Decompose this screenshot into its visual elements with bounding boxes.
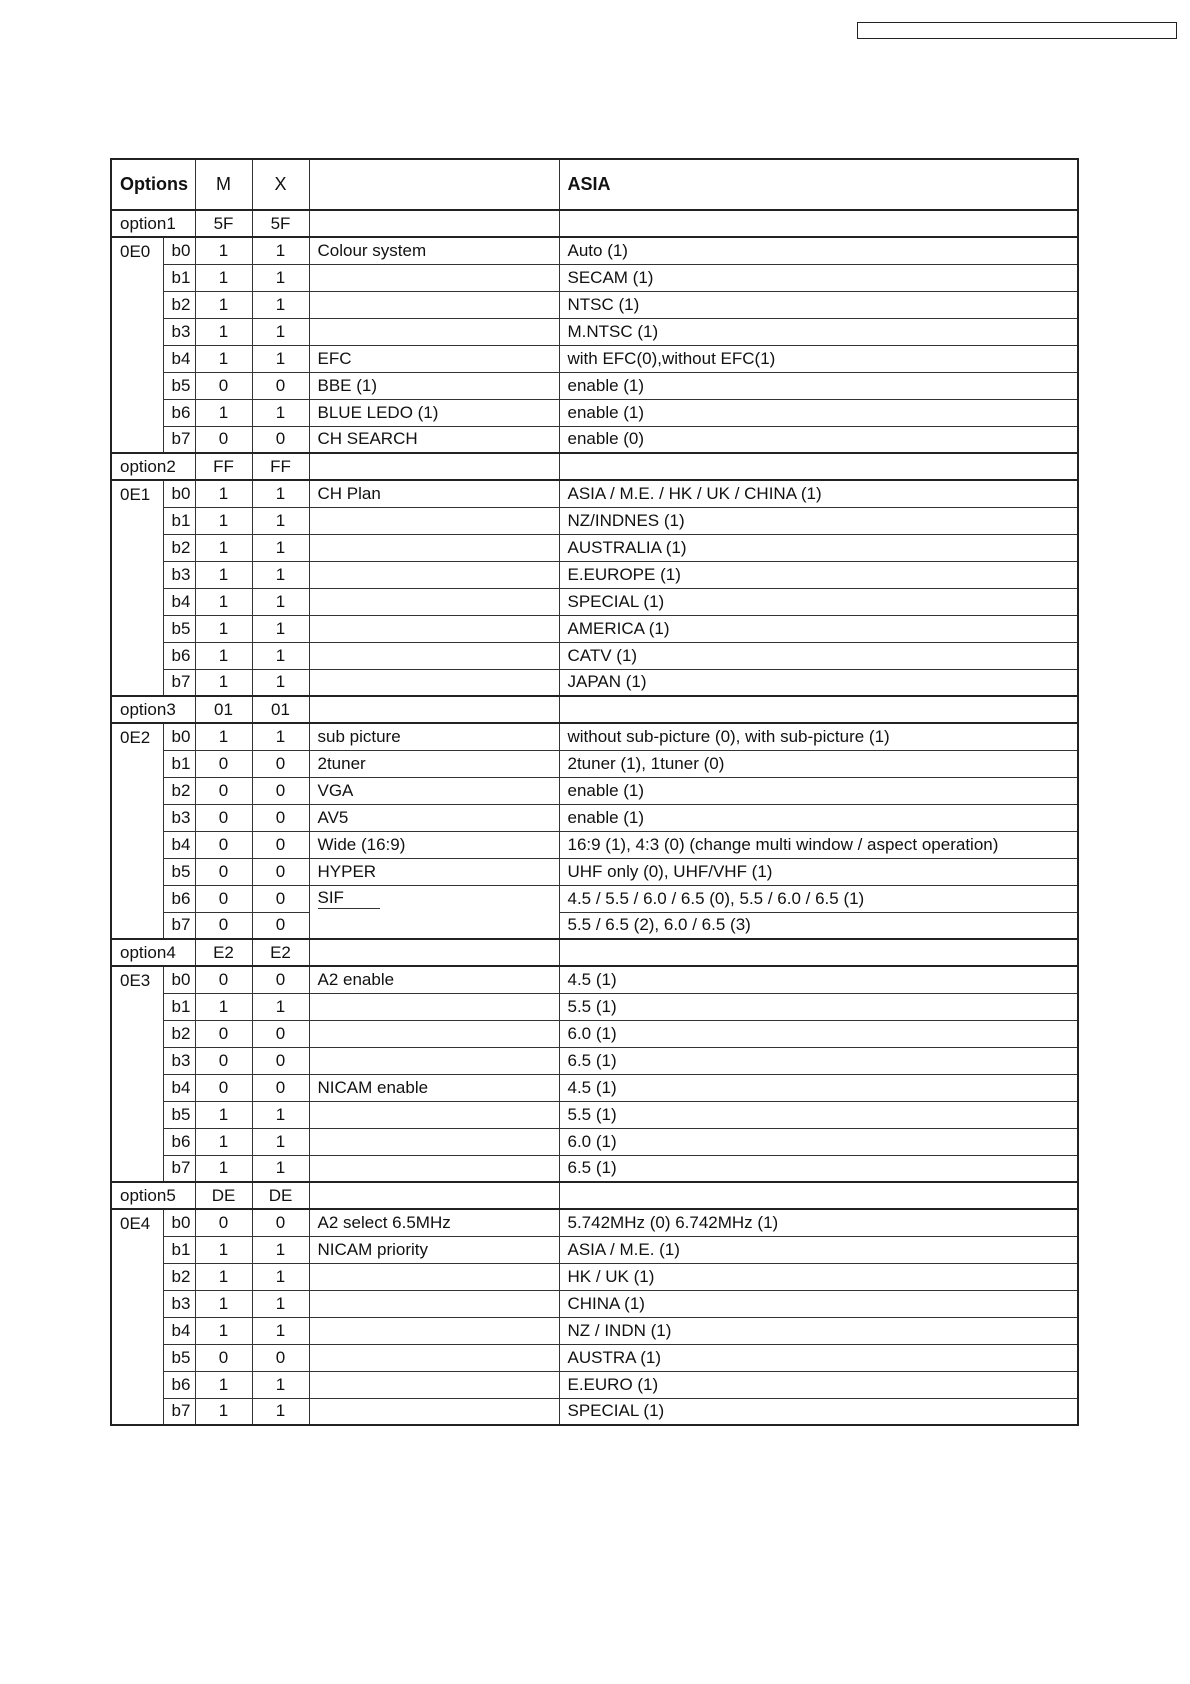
bit-description [309,1101,559,1128]
option-asia-empty [559,453,1078,480]
bit-m-value: 0 [195,777,252,804]
bit-row [111,615,1078,642]
bit-x-value: 0 [252,1074,309,1101]
option-asia-empty [559,939,1078,966]
asia-setting: CATV (1) [559,642,1078,669]
bit-x-value: 1 [252,399,309,426]
asia-setting: 2tuner (1), 1tuner (0) [559,750,1078,777]
asia-setting: enable (1) [559,399,1078,426]
bit-m-value: 1 [195,1398,252,1425]
option-asia-empty [559,1182,1078,1209]
bit-row [111,480,1078,507]
bit-row [111,534,1078,561]
asia-setting: 6.5 (1) [559,1155,1078,1182]
bit-m-value: 0 [195,1209,252,1236]
bit-row [111,1074,1078,1101]
header-region: ASIA [559,159,1078,210]
bit-description: Wide (16:9) [309,831,559,858]
asia-setting: NZ / INDN (1) [559,1317,1078,1344]
option-row [111,696,1078,723]
bit-x-value: 1 [252,642,309,669]
bit-x-value: 1 [252,264,309,291]
bit-x-value: 1 [252,1236,309,1263]
option-desc-empty [309,210,559,237]
bit-x-value: 0 [252,885,309,912]
bit-description: NICAM priority [309,1236,559,1263]
bit-description: HYPER [309,858,559,885]
bit-description [309,318,559,345]
bit-row [111,1344,1078,1371]
bit-description: EFC [309,345,559,372]
bit-description [309,1155,559,1182]
bit-m-value: 1 [195,1101,252,1128]
bit-row [111,1128,1078,1155]
bit-description [309,264,559,291]
bit-label: b7 [163,1398,195,1425]
bit-description [309,1371,559,1398]
bit-description: A2 select 6.5MHz [309,1209,559,1236]
bit-x-value: 1 [252,1263,309,1290]
bit-m-value: 1 [195,264,252,291]
bit-x-value: 1 [252,993,309,1020]
bit-x-value: 0 [252,912,309,939]
asia-setting: ASIA / M.E. (1) [559,1236,1078,1263]
bit-m-value: 1 [195,507,252,534]
bit-label: b0 [163,723,195,750]
option-desc-empty [309,696,559,723]
bit-row [111,1101,1078,1128]
bit-label: b2 [163,534,195,561]
bit-row [111,642,1078,669]
header-x: X [252,159,309,210]
bit-m-value: 1 [195,1155,252,1182]
bit-x-value: 1 [252,1398,309,1425]
bit-row [111,993,1078,1020]
asia-setting: NZ/INDNES (1) [559,507,1078,534]
bit-row [111,507,1078,534]
bit-row [111,1371,1078,1398]
bit-description [309,912,559,939]
bit-x-value: 1 [252,318,309,345]
bit-row [111,804,1078,831]
register-address: 0E2 [111,723,163,939]
bit-description [309,1344,559,1371]
bit-x-value: 0 [252,831,309,858]
bit-label: b6 [163,399,195,426]
bit-m-value: 1 [195,534,252,561]
asia-setting: SPECIAL (1) [559,1398,1078,1425]
bit-row [111,1317,1078,1344]
bit-m-value: 0 [195,1020,252,1047]
asia-setting: UHF only (0), UHF/VHF (1) [559,858,1078,885]
bit-label: b5 [163,1101,195,1128]
register-address: 0E3 [111,966,163,1182]
option-row [111,939,1078,966]
bit-description [309,1398,559,1425]
header-row [111,159,1078,210]
bit-label: b0 [163,480,195,507]
asia-setting: 6.0 (1) [559,1020,1078,1047]
asia-setting: SPECIAL (1) [559,588,1078,615]
bit-row [111,750,1078,777]
bit-label: b4 [163,588,195,615]
bit-x-value: 0 [252,1047,309,1074]
bit-x-value: 1 [252,561,309,588]
asia-setting: 6.5 (1) [559,1047,1078,1074]
bit-label: b5 [163,615,195,642]
bit-x-value: 0 [252,1344,309,1371]
option-desc-empty [309,1182,559,1209]
bit-m-value: 0 [195,426,252,453]
bit-description: sub picture [309,723,559,750]
bit-description: BBE (1) [309,372,559,399]
register-address: 0E0 [111,237,163,453]
bit-row [111,426,1078,453]
bit-description [309,534,559,561]
option-settings-table [110,158,1079,1426]
bit-x-value: 0 [252,1020,309,1047]
bit-row [111,561,1078,588]
option-m-value: 01 [195,696,252,723]
bit-description [309,1263,559,1290]
bit-row [111,1209,1078,1236]
option-row [111,210,1078,237]
bit-row [111,588,1078,615]
bit-m-value: 1 [195,615,252,642]
bit-description [309,1047,559,1074]
bit-label: b1 [163,264,195,291]
bit-row [111,885,1078,912]
asia-setting: 5.5 / 6.5 (2), 6.0 / 6.5 (3) [559,912,1078,939]
asia-setting: M.NTSC (1) [559,318,1078,345]
bit-label: b3 [163,561,195,588]
bit-description: AV5 [309,804,559,831]
bit-row [111,237,1078,264]
bit-m-value: 1 [195,399,252,426]
bit-x-value: 1 [252,1101,309,1128]
bit-m-value: 1 [195,318,252,345]
bit-label: b3 [163,804,195,831]
asia-setting: 5.742MHz (0) 6.742MHz (1) [559,1209,1078,1236]
bit-label: b3 [163,318,195,345]
bit-description: CH SEARCH [309,426,559,453]
option-label: option1 [111,210,195,237]
bit-row [111,831,1078,858]
option-m-value: DE [195,1182,252,1209]
bit-x-value: 1 [252,588,309,615]
asia-setting: NTSC (1) [559,291,1078,318]
asia-setting: 6.0 (1) [559,1128,1078,1155]
bit-description [309,588,559,615]
bit-description [309,642,559,669]
asia-setting: 16:9 (1), 4:3 (0) (change multi window / aspect operation) [559,831,1078,858]
option-desc-empty [309,453,559,480]
bit-label: b1 [163,993,195,1020]
bit-label: b2 [163,1263,195,1290]
bit-description: 2tuner [309,750,559,777]
bit-m-value: 1 [195,1263,252,1290]
bit-description [309,291,559,318]
bit-row [111,1047,1078,1074]
bit-description: CH Plan [309,480,559,507]
register-address: 0E1 [111,480,163,696]
bit-description: VGA [309,777,559,804]
bit-x-value: 1 [252,1128,309,1155]
option-x-value: 01 [252,696,309,723]
bit-description [309,561,559,588]
bit-label: b3 [163,1047,195,1074]
asia-setting: AUSTRALIA (1) [559,534,1078,561]
bit-row [111,777,1078,804]
bit-x-value: 1 [252,669,309,696]
bit-label: b0 [163,237,195,264]
bit-x-value: 1 [252,615,309,642]
bit-label: b6 [163,1128,195,1155]
option-x-value: DE [252,1182,309,1209]
register-address: 0E4 [111,1209,163,1425]
bit-row [111,966,1078,993]
bit-description: A2 enable [309,966,559,993]
bit-label: b5 [163,372,195,399]
option-desc-empty [309,939,559,966]
bit-x-value: 1 [252,1290,309,1317]
asia-setting: 4.5 (1) [559,1074,1078,1101]
bit-label: b6 [163,642,195,669]
bit-row [111,858,1078,885]
bit-label: b4 [163,1317,195,1344]
asia-setting: E.EUROPE (1) [559,561,1078,588]
bit-label: b7 [163,426,195,453]
option-label: option5 [111,1182,195,1209]
bit-description [309,1020,559,1047]
asia-setting: AUSTRA (1) [559,1344,1078,1371]
bit-label: b7 [163,912,195,939]
bit-label: b2 [163,777,195,804]
asia-setting: with EFC(0),without EFC(1) [559,345,1078,372]
asia-setting: SECAM (1) [559,264,1078,291]
bit-description: NICAM enable [309,1074,559,1101]
option-row [111,453,1078,480]
asia-setting: ASIA / M.E. / HK / UK / CHINA (1) [559,480,1078,507]
asia-setting: 5.5 (1) [559,1101,1078,1128]
bit-row [111,399,1078,426]
bit-x-value: 0 [252,858,309,885]
asia-setting: enable (1) [559,372,1078,399]
option-m-value: FF [195,453,252,480]
bit-x-value: 1 [252,480,309,507]
option-x-value: E2 [252,939,309,966]
bit-description: BLUE LEDO (1) [309,399,559,426]
bit-label: b4 [163,1074,195,1101]
bit-x-value: 1 [252,291,309,318]
bit-description [309,615,559,642]
bit-row [111,1290,1078,1317]
bit-row [111,291,1078,318]
bit-m-value: 1 [195,1317,252,1344]
option-x-value: FF [252,453,309,480]
bit-m-value: 0 [195,1344,252,1371]
asia-setting: HK / UK (1) [559,1263,1078,1290]
bit-description: Colour system [309,237,559,264]
asia-setting: without sub-picture (0), with sub-picture (1) [559,723,1078,750]
bit-row [111,669,1078,696]
bit-m-value: 0 [195,831,252,858]
bit-row [111,912,1078,939]
bit-m-value: 1 [195,561,252,588]
bit-label: b0 [163,1209,195,1236]
bit-row [111,1398,1078,1425]
bit-m-value: 1 [195,480,252,507]
bit-row [111,1263,1078,1290]
bit-x-value: 0 [252,372,309,399]
option-asia-empty [559,210,1078,237]
bit-label: b2 [163,1020,195,1047]
bit-row [111,1020,1078,1047]
bit-x-value: 0 [252,426,309,453]
bit-row [111,723,1078,750]
bit-description [309,1290,559,1317]
bit-x-value: 0 [252,1209,309,1236]
bit-label: b0 [163,966,195,993]
header-description [309,159,559,210]
bit-m-value: 0 [195,750,252,777]
bit-row [111,372,1078,399]
asia-setting: enable (1) [559,777,1078,804]
bit-x-value: 0 [252,966,309,993]
option-m-value: 5F [195,210,252,237]
bit-m-value: 0 [195,1047,252,1074]
bit-row [111,345,1078,372]
bit-m-value: 1 [195,291,252,318]
bit-m-value: 1 [195,1128,252,1155]
asia-setting: 5.5 (1) [559,993,1078,1020]
bit-x-value: 1 [252,723,309,750]
bit-description [309,507,559,534]
asia-setting: JAPAN (1) [559,669,1078,696]
bit-x-value: 0 [252,777,309,804]
bit-row [111,1236,1078,1263]
bit-row [111,318,1078,345]
bit-m-value: 1 [195,723,252,750]
option-label: option2 [111,453,195,480]
bit-description [309,669,559,696]
bit-m-value: 1 [195,1236,252,1263]
bit-label: b3 [163,1290,195,1317]
option-m-value: E2 [195,939,252,966]
bit-x-value: 1 [252,1317,309,1344]
option-row [111,1182,1078,1209]
header-options: Options [111,159,195,210]
bit-m-value: 1 [195,1290,252,1317]
bit-m-value: 0 [195,804,252,831]
asia-setting: CHINA (1) [559,1290,1078,1317]
bit-m-value: 0 [195,912,252,939]
bit-m-value: 1 [195,345,252,372]
bit-m-value: 1 [195,993,252,1020]
bit-description [309,993,559,1020]
bit-x-value: 1 [252,1155,309,1182]
bit-label: b6 [163,1371,195,1398]
option-asia-empty [559,696,1078,723]
asia-setting: 4.5 (1) [559,966,1078,993]
bit-m-value: 0 [195,966,252,993]
bit-x-value: 1 [252,1371,309,1398]
bit-m-value: 0 [195,1074,252,1101]
asia-setting: enable (0) [559,426,1078,453]
bit-x-value: 1 [252,507,309,534]
sif-label: SIF [318,888,380,909]
bit-description [309,1317,559,1344]
bit-m-value: 1 [195,669,252,696]
bit-description [309,885,559,912]
bit-m-value: 1 [195,588,252,615]
asia-setting: 4.5 / 5.5 / 6.0 / 6.5 (0), 5.5 / 6.0 / 6.5 (1) [559,885,1078,912]
asia-setting: AMERICA (1) [559,615,1078,642]
bit-label: b7 [163,1155,195,1182]
bit-description [309,1128,559,1155]
bit-label: b1 [163,750,195,777]
bit-x-value: 0 [252,750,309,777]
bit-label: b2 [163,291,195,318]
bit-row [111,264,1078,291]
bit-m-value: 0 [195,372,252,399]
bit-m-value: 1 [195,1371,252,1398]
bit-row [111,1155,1078,1182]
page-header-box [857,22,1177,39]
option-label: option4 [111,939,195,966]
bit-label: b1 [163,507,195,534]
asia-setting: Auto (1) [559,237,1078,264]
bit-label: b4 [163,345,195,372]
bit-label: b6 [163,885,195,912]
bit-m-value: 1 [195,237,252,264]
option-label: option3 [111,696,195,723]
bit-x-value: 1 [252,237,309,264]
bit-x-value: 0 [252,804,309,831]
asia-setting: E.EURO (1) [559,1371,1078,1398]
bit-label: b5 [163,858,195,885]
bit-label: b4 [163,831,195,858]
option-x-value: 5F [252,210,309,237]
bit-label: b5 [163,1344,195,1371]
bit-x-value: 1 [252,345,309,372]
header-m: M [195,159,252,210]
asia-setting: enable (1) [559,804,1078,831]
bit-m-value: 0 [195,885,252,912]
bit-m-value: 0 [195,858,252,885]
bit-m-value: 1 [195,642,252,669]
bit-x-value: 1 [252,534,309,561]
bit-label: b1 [163,1236,195,1263]
bit-label: b7 [163,669,195,696]
